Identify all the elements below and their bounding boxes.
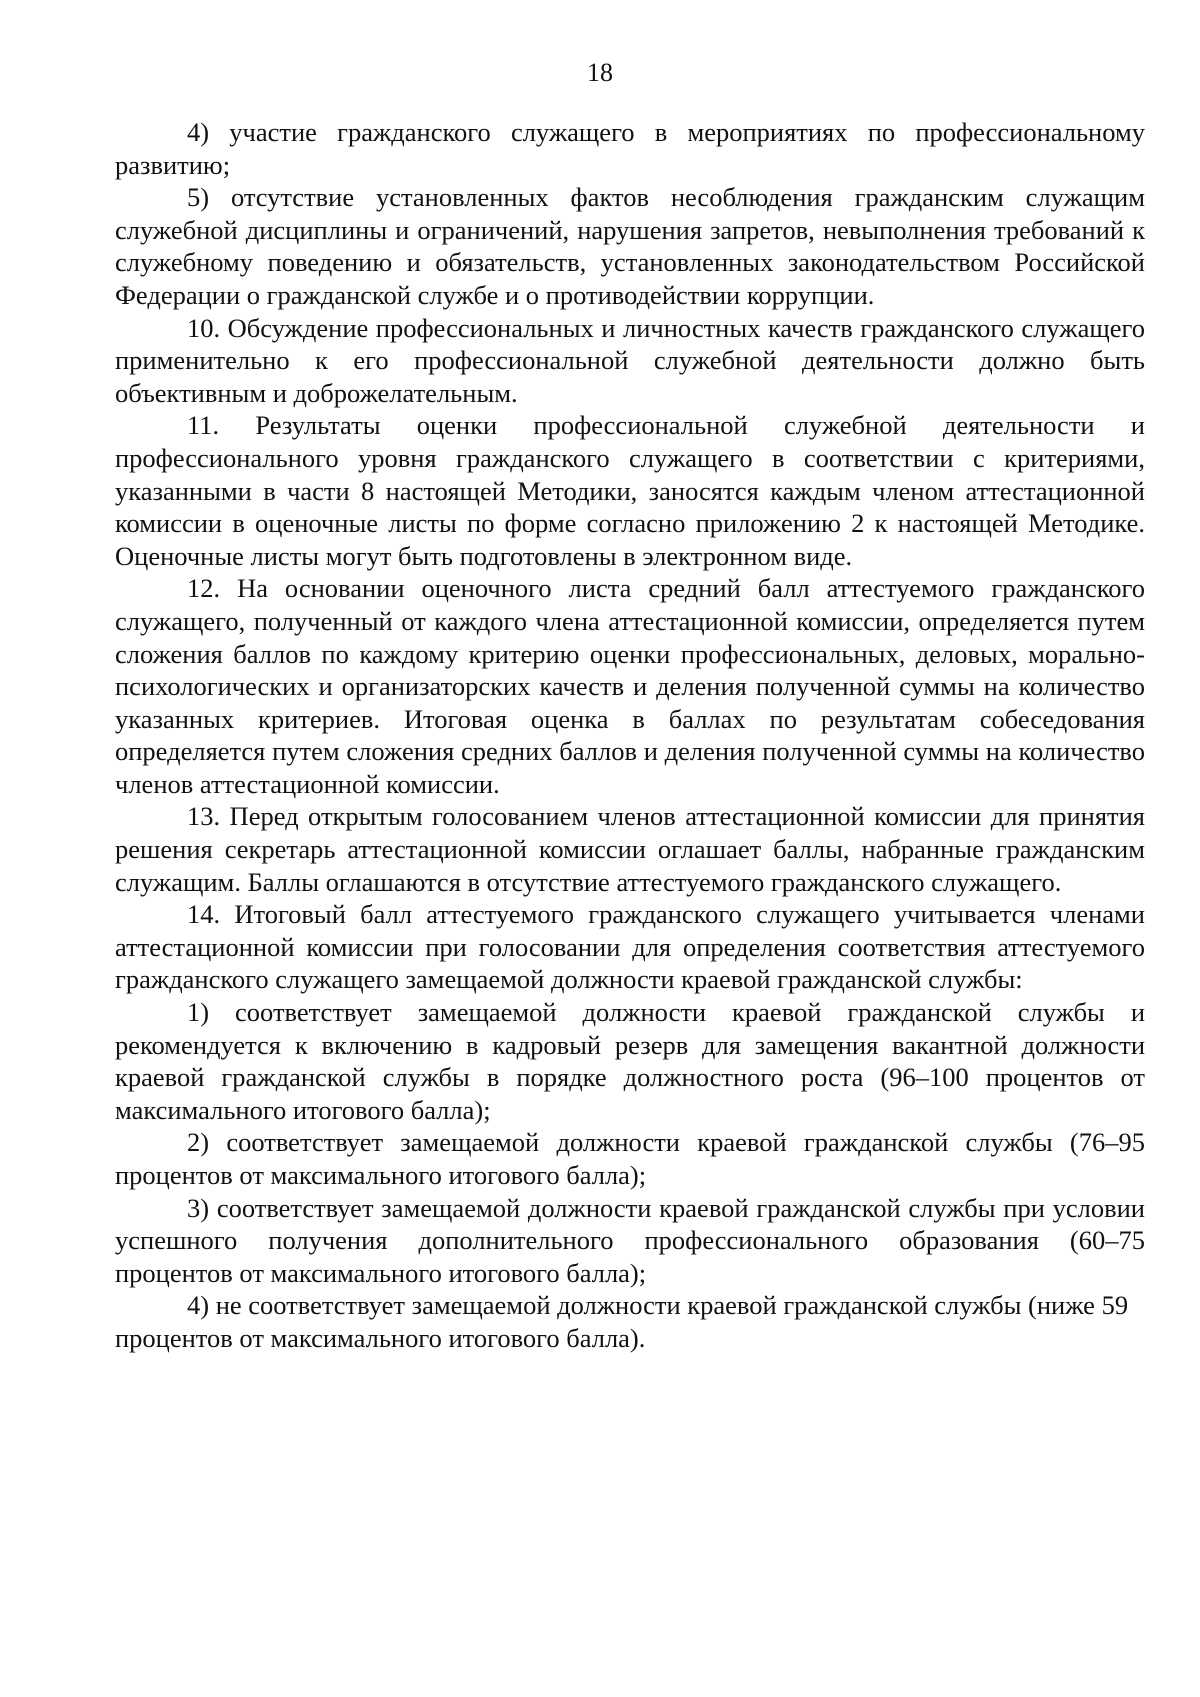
paragraph-item-5: 5) отсутствие установленных фактов несоблюдения гражданским служащим служебной дисциплины и ограничений, нарушения запретов, невыполнения требований к служебному поведению и обязательств, установленных законодательством Российской Федерации о гражданской службе и о противодействии коррупции. xyxy=(115,182,1145,310)
paragraph-subitem-4: 4) не соответствует замещаемой должности краевой гражданской службы (ниже 59 процентов от максимального итогового балла). xyxy=(115,1290,1129,1353)
paragraph-item-4: 4) участие гражданского служащего в мероприятиях по профессиональному развитию; xyxy=(115,117,1145,180)
paragraph-section-11: 11. Результаты оценки профессиональной служебной деятельности и профессионального уровня гражданского служащего в соответствии с критериями, указанными в части 8 настоящей Методики, заносятся каждым членом аттестационной комиссии в оценочные листы по форме согласно приложению 2 к настоящей Методике. Оценочные листы могут быть подготовлены в электронном виде. xyxy=(115,410,1145,571)
paragraph-section-12: 12. На основании оценочного листа средний балл аттестуемого гражданского служащего, полученный от каждого члена аттестационной комиссии, определяется путем сложения баллов по каждому критерию оценки профессиональных, деловых, морально-психологических и организаторских качеств и деления полученной суммы на количество указанных критериев. Итоговая оценка в баллах по результатам собеседования определяется путем сложения средних баллов и деления полученной суммы на количество членов аттестационной комиссии. xyxy=(115,573,1145,799)
document-body xyxy=(115,116,1145,1355)
paragraph-section-10: 10. Обсуждение профессиональных и личностных качеств гражданского служащего применительно к его профессиональной служебной деятельности должно быть объективным и доброжелательным. xyxy=(115,312,1145,408)
page-number: 18 xyxy=(587,58,613,87)
paragraph-subitem-3: 3) соответствует замещаемой должности краевой гражданской службы при условии успешного получения дополнительного профессионального образования (60–75 процентов от максимального итогового балла); xyxy=(115,1192,1145,1288)
paragraph-subitem-1: 1) соответствует замещаемой должности краевой гражданской службы и рекомендуется к включению в кадровый резерв для замещения вакантной должности краевой гражданской службы в порядке должностного роста (96–100 процентов от максимального итогового балла); xyxy=(115,997,1145,1125)
paragraph-section-14: 14. Итоговый балл аттестуемого гражданского служащего учитывается членами аттестационной комиссии при голосовании для определения соответствия аттестуемого гражданского служащего замещаемой должности краевой гражданской службы: xyxy=(115,899,1145,995)
paragraph-section-13: 13. Перед открытым голосованием членов аттестационной комиссии для принятия решения секретарь аттестационной комиссии оглашает баллы, набранные гражданским служащим. Баллы оглашаются в отсутствие аттестуемого гражданского служащего. xyxy=(115,801,1145,897)
paragraph-subitem-2: 2) соответствует замещаемой должности краевой гражданской службы (76–95 процентов от максимального итогового балла); xyxy=(115,1127,1145,1190)
